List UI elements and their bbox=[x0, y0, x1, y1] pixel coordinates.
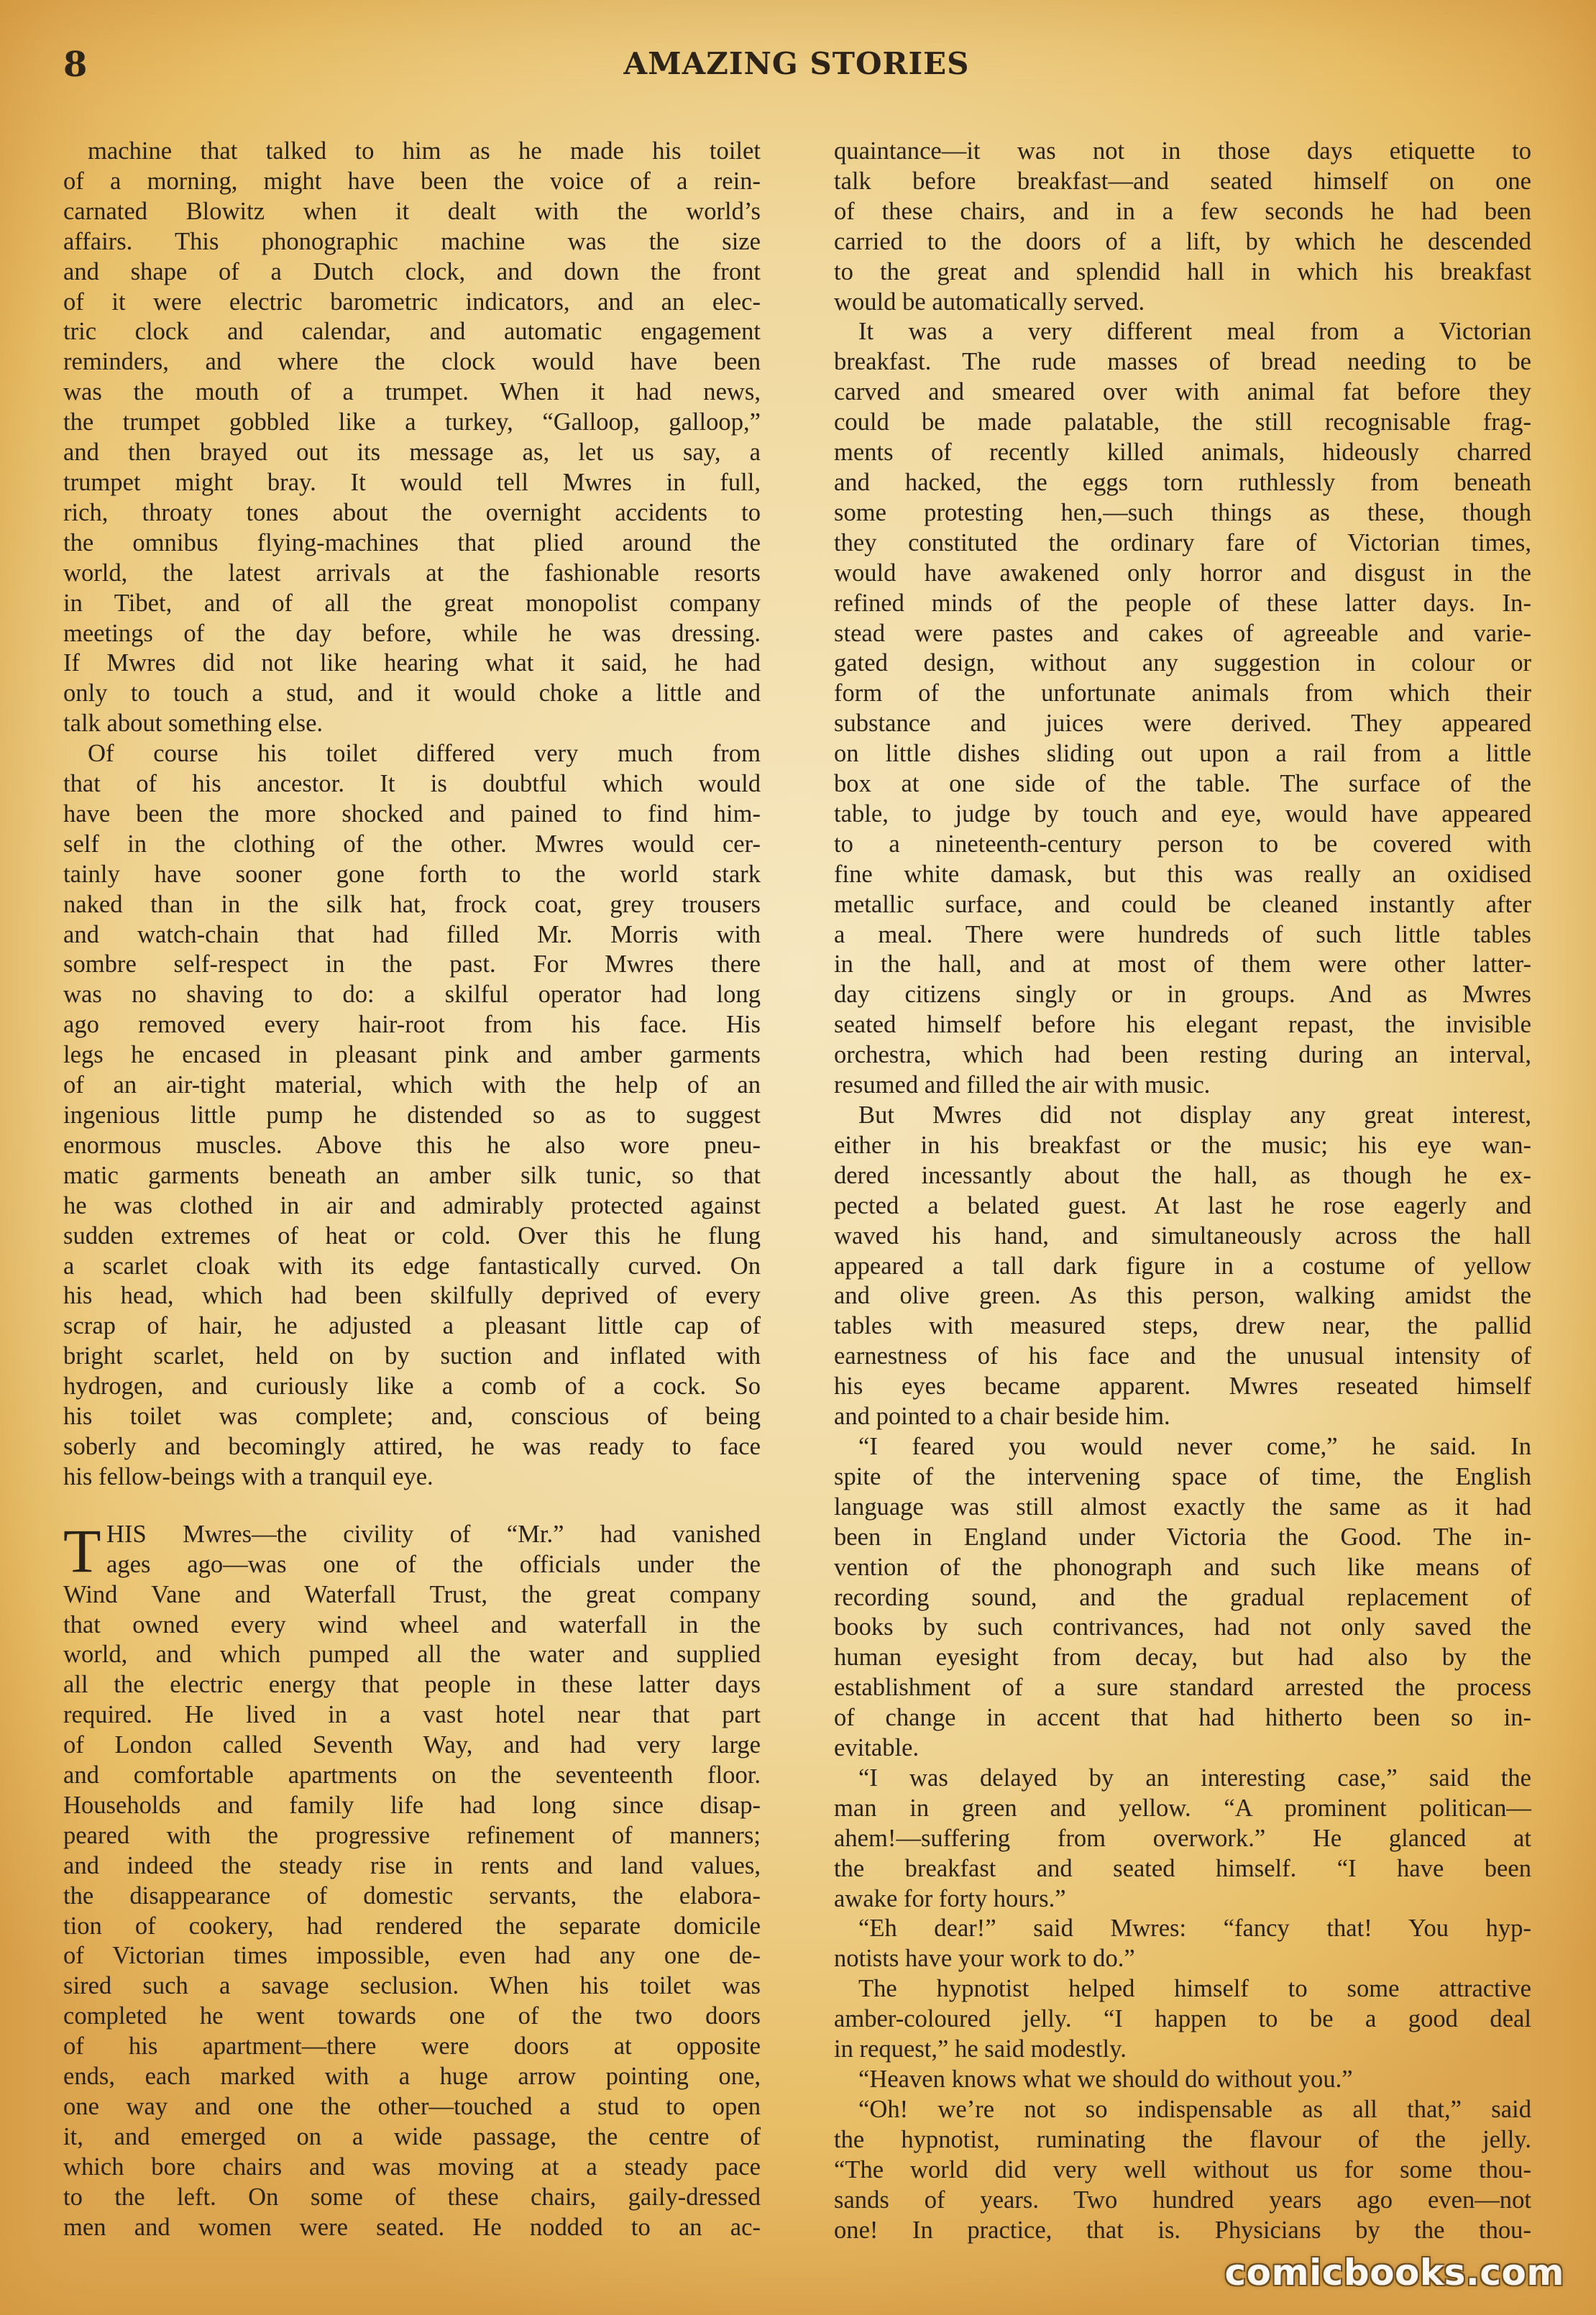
text-line: ments of recently killed animals, hideously charred bbox=[834, 439, 1531, 467]
text-line: man in green and yellow. “A prominent politican— bbox=[834, 1794, 1531, 1822]
text-line: hydrogen, and curiously like a comb of a cock. So bbox=[63, 1372, 761, 1401]
text-line: that of his ancestor. It is doubtful which would bbox=[63, 770, 761, 798]
text-line: language was still almost exactly the same as it had bbox=[834, 1493, 1531, 1521]
text-line: evitable. bbox=[834, 1734, 919, 1762]
text-line: of an air-tight material, which with the help of an bbox=[63, 1071, 761, 1099]
text-line: metallic surface, and could be cleaned instantly after bbox=[834, 890, 1531, 918]
text-line: Wind Vane and Waterfall Trust, the great company bbox=[63, 1580, 761, 1608]
text-line: to the great and splendid hall in which his breakfast bbox=[834, 257, 1531, 285]
text-line: ago removed every hair-root from his face. His bbox=[63, 1011, 761, 1039]
drop-cap: T bbox=[63, 1516, 101, 1585]
left-column bbox=[63, 137, 761, 2243]
text-line: notists have your work to do.” bbox=[834, 1945, 1135, 1973]
paragraph bbox=[834, 1764, 1531, 1915]
text-line: refined minds of the people of these latter days. In- bbox=[834, 589, 1531, 617]
text-line: a scarlet cloak with its edge fantastically curved. On bbox=[63, 1252, 761, 1280]
text-line: of change in accent that had hitherto been so in- bbox=[834, 1704, 1531, 1732]
text-line: meetings of the day before, while he was dressing. bbox=[63, 619, 761, 647]
text-line: world, and which pumped all the water and supplied bbox=[63, 1641, 761, 1669]
text-line: and hacked, the eggs torn ruthlessly from beneath bbox=[834, 468, 1531, 496]
text-line: self in the clothing of the other. Mwres would cer- bbox=[63, 830, 761, 858]
text-line: he was clothed in air and admirably protected against bbox=[63, 1191, 761, 1219]
text-line: form of the unfortunate animals from which their bbox=[834, 679, 1531, 707]
text-line: “I was delayed by an interesting case,” said the bbox=[858, 1764, 1531, 1792]
text-line: in the hall, and at most of them were other latter- bbox=[834, 950, 1531, 978]
text-line: matic garments beneath an amber silk tunic, so that bbox=[63, 1161, 761, 1189]
text-line: box at one side of the table. The surface of the bbox=[834, 770, 1531, 798]
text-line: completed he went towards one of the two doors bbox=[63, 2002, 761, 2030]
text-line: it, and emerged on a wide passage, the centre of bbox=[63, 2122, 761, 2150]
text-line: the trumpet gobbled like a turkey, “Galloop, galloop,” bbox=[63, 408, 761, 436]
text-line: ages ago—was one of the officials under the bbox=[106, 1550, 761, 1578]
text-line: enormous muscles. Above this he also wore pneu- bbox=[63, 1131, 761, 1159]
paragraph bbox=[834, 137, 1531, 317]
text-line: world, the latest arrivals at the fashionable resorts bbox=[63, 559, 761, 587]
text-line: substance and juices were derived. They appeared bbox=[834, 710, 1531, 738]
paragraph bbox=[834, 2065, 1531, 2095]
text-line: talk before breakfast—and seated himself on one bbox=[834, 167, 1531, 195]
text-line: some protesting hen,—such things as these, though bbox=[834, 498, 1531, 526]
paragraph bbox=[63, 137, 761, 739]
text-line: the omnibus flying-machines that plied around the bbox=[63, 528, 761, 556]
text-line: men and women were seated. He nodded to an ac- bbox=[63, 2213, 761, 2241]
text-line: appeared a tall dark figure in a costume of yellow bbox=[834, 1252, 1531, 1280]
text-line: carved and smeared over with animal fat before they bbox=[834, 378, 1531, 406]
text-line: and olive green. As this person, walking amidst the bbox=[834, 1282, 1531, 1310]
text-line: his toilet was complete; and, conscious of being bbox=[63, 1403, 761, 1431]
text-line: and then brayed out its message as, let us say, a bbox=[63, 439, 761, 467]
text-line: tion of cookery, had rendered the separate domicile bbox=[63, 1912, 761, 1940]
text-line: awake for forty hours.” bbox=[834, 1884, 1066, 1912]
paragraph-with-drop-cap bbox=[63, 1516, 761, 2243]
text-line: only to touch a stud, and it would choke a little and bbox=[63, 679, 761, 707]
text-line: bright scarlet, held on by suction and inflated with bbox=[63, 1342, 761, 1370]
text-line: dered incessantly about the hall, as though he ex- bbox=[834, 1161, 1531, 1189]
text-line: ahem!—suffering from overwork.” He glanced at bbox=[834, 1824, 1531, 1852]
text-line: talk about something else. bbox=[63, 710, 324, 738]
running-title: AMAZING STORIES bbox=[623, 46, 970, 81]
text-line: sudden extremes of heat or cold. Over this he flung bbox=[63, 1221, 761, 1250]
text-line: Of course his toilet differed very much from bbox=[88, 740, 761, 768]
text-line: breakfast. The rude masses of bread needing to be bbox=[834, 348, 1531, 376]
text-line: tric clock and calendar, and automatic engagement bbox=[63, 318, 761, 346]
page-header bbox=[63, 43, 1530, 93]
text-line: either in his breakfast or the music; his eye wan- bbox=[834, 1131, 1531, 1159]
text-line: in request,” he said modestly. bbox=[834, 2035, 1127, 2063]
text-line: and comfortable apartments on the seventeenth floor. bbox=[63, 1761, 761, 1789]
text-line: “The world did very well without us for some thou- bbox=[834, 2155, 1531, 2183]
text-line: ends, each marked with a huge arrow pointing one, bbox=[63, 2063, 761, 2091]
text-line: and indeed the steady rise in rents and land values, bbox=[63, 1851, 761, 1879]
text-line: tables with measured steps, drew near, the pallid bbox=[834, 1312, 1531, 1340]
text-line: and watch-chain that had filled Mr. Morris with bbox=[63, 920, 761, 948]
text-line: table, to judge by touch and eye, would have appeared bbox=[834, 799, 1531, 828]
text-line: books by such contrivances, had not only saved the bbox=[834, 1613, 1531, 1641]
text-line: was no shaving to do: a skilful operator had long bbox=[63, 981, 761, 1009]
paragraph bbox=[63, 1580, 761, 2243]
text-line: amber-coloured jelly. “I happen to be a good deal bbox=[834, 2005, 1531, 2033]
text-line: “Eh dear!” said Mwres: “fancy that! You hyp- bbox=[858, 1915, 1531, 1943]
paragraph bbox=[63, 739, 761, 1493]
text-line: to the left. On some of these chairs, gaily-dressed bbox=[63, 2183, 761, 2211]
paragraph bbox=[834, 1914, 1531, 1974]
text-line: carnated Blowitz when it dealt with the world’s bbox=[63, 197, 761, 225]
text-line: of London called Seventh Way, and had very large bbox=[63, 1731, 761, 1759]
text-line: the breakfast and seated himself. “I have been bbox=[834, 1854, 1531, 1882]
text-line: sired such a savage seclusion. When his toilet was bbox=[63, 1972, 761, 2000]
text-line: to a nineteenth-century person to be covered with bbox=[834, 830, 1531, 858]
text-line: a meal. There were hundreds of such little tables bbox=[834, 920, 1531, 948]
text-line: and pointed to a chair beside him. bbox=[834, 1403, 1170, 1431]
paragraph bbox=[834, 1974, 1531, 2065]
text-line: But Mwres did not display any great interest, bbox=[858, 1101, 1531, 1129]
text-line: the disappearance of domestic servants, the elabora- bbox=[63, 1881, 761, 1910]
paragraph bbox=[834, 1432, 1531, 1764]
text-line: “Heaven knows what we should do without you.” bbox=[858, 2066, 1353, 2093]
text-line: which bore chairs and was moving at a steady pace bbox=[63, 2153, 761, 2181]
text-line: sombre self-respect in the past. For Mwres there bbox=[63, 950, 761, 978]
text-line: his eyes became apparent. Mwres reseated himself bbox=[834, 1372, 1531, 1401]
text-line: reminders, and where the clock would have been bbox=[63, 348, 761, 376]
drop-cap-lines bbox=[63, 1516, 761, 1585]
text-line: that owned every wind wheel and waterfall in the bbox=[63, 1610, 761, 1638]
text-line: the hypnotist, ruminating the flavour of the jelly. bbox=[834, 2125, 1531, 2153]
text-line: “Oh! we’re not so indispensable as all that,” said bbox=[858, 2095, 1531, 2123]
text-line: waved his hand, and simultaneously across the hall bbox=[834, 1221, 1531, 1250]
text-line: all the electric energy that people in these latter days bbox=[63, 1671, 761, 1699]
text-line: have been the more shocked and pained to find him- bbox=[63, 799, 761, 828]
text-line: affairs. This phonographic machine was the size bbox=[63, 227, 761, 255]
text-line: they constituted the ordinary fare of Victorian times, bbox=[834, 528, 1531, 556]
text-line: of his apartment—there were doors at opposite bbox=[63, 2032, 761, 2060]
text-line: soberly and becomingly attired, he was ready to face bbox=[63, 1432, 761, 1460]
text-line: pected a belated guest. At last he rose eagerly and bbox=[834, 1191, 1531, 1219]
text-line: resumed and filled the air with music. bbox=[834, 1071, 1211, 1099]
text-line: vention of the phonograph and such like means of bbox=[834, 1553, 1531, 1581]
text-line: Households and family life had long since disap- bbox=[63, 1791, 761, 1819]
text-line: rich, throaty tones about the overnight accidents to bbox=[63, 498, 761, 526]
text-line: orchestra, which had been resting during an interval, bbox=[834, 1041, 1531, 1069]
text-line: establishment of a sure standard arrested the process bbox=[834, 1674, 1531, 1702]
text-line: sands of years. Two hundred years ago even—not bbox=[834, 2186, 1531, 2214]
text-line: human eyesight from decay, but had also by the bbox=[834, 1644, 1531, 1672]
text-line: spite of the intervening space of time, the English bbox=[834, 1462, 1531, 1490]
text-line: his head, which had been skilfully deprived of every bbox=[63, 1282, 761, 1310]
text-line: HIS Mwres—the civility of “Mr.” had vanished bbox=[106, 1520, 761, 1548]
section-break bbox=[63, 1493, 761, 1520]
text-line: of Victorian times impossible, even had any one de- bbox=[63, 1942, 761, 1970]
text-line: recording sound, and the gradual replacement of bbox=[834, 1583, 1531, 1611]
text-line: carried to the doors of a lift, by which he descended bbox=[834, 227, 1531, 255]
text-line: would have awakened only horror and disgust in the bbox=[834, 559, 1531, 587]
paragraph bbox=[834, 1101, 1531, 1432]
text-line: one way and one the other—touched a stud to open bbox=[63, 2093, 761, 2120]
text-line: tainly have sooner gone forth to the world stark bbox=[63, 860, 761, 888]
text-line: gated design, without any suggestion in colour or bbox=[834, 649, 1531, 677]
text-line: earnestness of his face and the unusual intensity of bbox=[834, 1342, 1531, 1370]
text-line: could be made palatable, the still recognisable frag- bbox=[834, 408, 1531, 436]
watermark-logo: comicbooks.com bbox=[1224, 2252, 1564, 2293]
text-line: legs he encased in pleasant pink and amber garments bbox=[63, 1041, 761, 1069]
text-line: machine that talked to him as he made his toilet bbox=[88, 137, 761, 165]
text-line: of it were electric barometric indicators, and an elec- bbox=[63, 288, 761, 316]
paragraph bbox=[834, 317, 1531, 1101]
text-line: on little dishes sliding out upon a rail from a little bbox=[834, 740, 1531, 768]
text-line: ingenious little pump he distended so as to suggest bbox=[63, 1101, 761, 1129]
text-line: peared with the progressive refinement of manners; bbox=[63, 1821, 761, 1849]
page-number: 8 bbox=[63, 45, 88, 85]
text-line: stead were pastes and cakes of agreeable and varie- bbox=[834, 619, 1531, 647]
right-column bbox=[834, 137, 1531, 2245]
text-line: required. He lived in a vast hotel near that part bbox=[63, 1701, 761, 1729]
text-line: naked than in the silk hat, frock coat, grey trousers bbox=[63, 890, 761, 918]
text-line: one! In practice, that is. Physicians by the thou- bbox=[834, 2216, 1531, 2244]
text-line: of these chairs, and in a few seconds he had been bbox=[834, 197, 1531, 225]
text-line: quaintance—it was not in those days etiquette to bbox=[834, 137, 1531, 165]
text-line: It was a very different meal from a Victorian bbox=[858, 318, 1531, 346]
text-line: The hypnotist helped himself to some attractive bbox=[858, 1975, 1531, 2003]
text-line: day citizens singly or in groups. And as Mwres bbox=[834, 981, 1531, 1009]
text-line: of a morning, might have been the voice of a rein- bbox=[63, 167, 761, 195]
text-line: “I feared you would never come,” he said. In bbox=[858, 1432, 1531, 1460]
text-line: his fellow-beings with a tranquil eye. bbox=[63, 1462, 434, 1490]
text-line: fine white damask, but this was really an oxidised bbox=[834, 860, 1531, 888]
text-line: trumpet might bray. It would tell Mwres in full, bbox=[63, 468, 761, 496]
text-line: was the mouth of a trumpet. When it had news, bbox=[63, 378, 761, 406]
text-line: would be automatically served. bbox=[834, 288, 1145, 316]
text-line: seated himself before his elegant repast, the invisible bbox=[834, 1011, 1531, 1039]
text-line: scrap of hair, he adjusted a pleasant little cap of bbox=[63, 1312, 761, 1340]
text-line: If Mwres did not like hearing what it said, he had bbox=[63, 649, 761, 677]
text-line: and shape of a Dutch clock, and down the front bbox=[63, 257, 761, 285]
text-line: been in England under Victoria the Good. The in- bbox=[834, 1523, 1531, 1551]
paragraph bbox=[834, 2095, 1531, 2246]
text-line: in Tibet, and of all the great monopolist company bbox=[63, 589, 761, 617]
